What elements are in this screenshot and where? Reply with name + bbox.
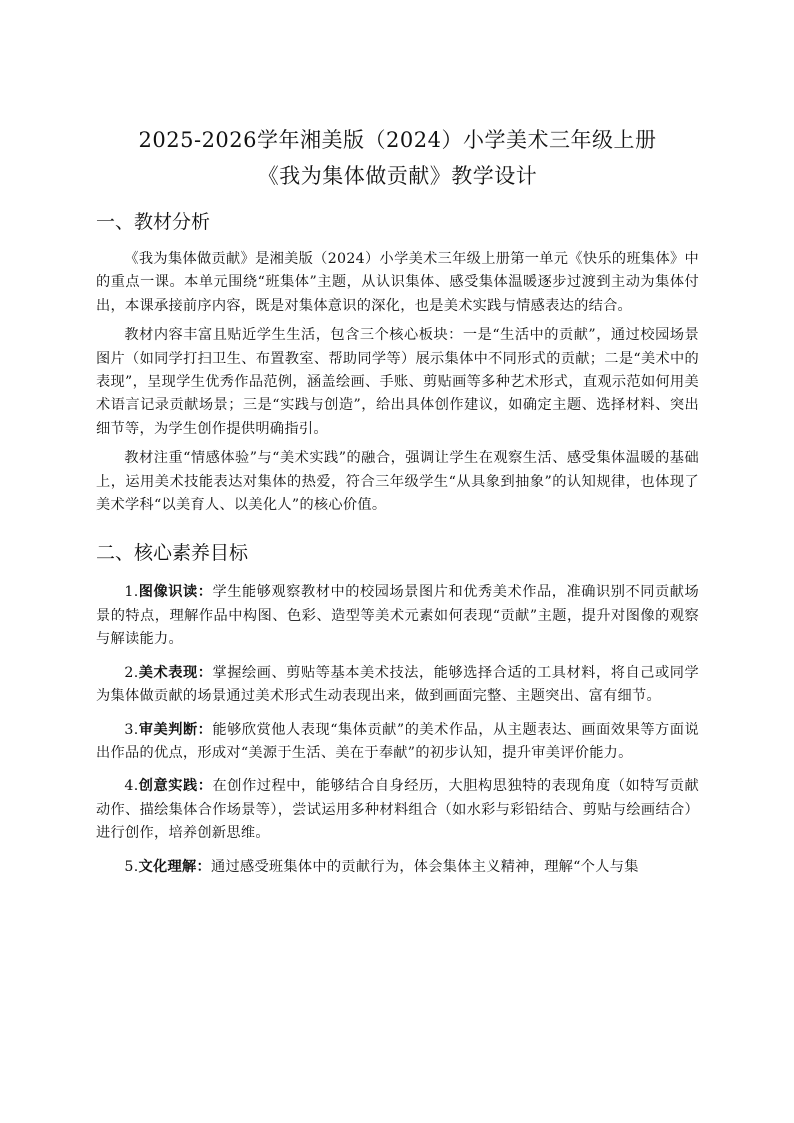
paragraph: 教材内容丰富且贴近学生生活，包含三个核心板块：一是“生活中的贡献”，通过校园场景图片（如同学打扫卫生、布置教室、帮助同学等）展示集体中不同形式的贡献；二是“美术中的表现”，呈现学生优秀作品范例，涵盖绘画、手账、剪贴画等多种艺术形式，直观示范如何用美术语言记录贡献场景；三是“实践与创造”，给出具体创作建议，如确定主题、选择材料、突出细节等，为学生创作提供明确指引。 [96,327,699,437]
goal-text: 能够欣赏他人表现“集体贡献”的美术作品，从主题表达、画面效果等方面说出作品的优点，形成对“美源于生活、美在于奉献”的初步认知，提升审美评价能力。 [96,721,699,761]
document-title-line-2: 《我为集体做贡献》教学设计 [257,164,538,188]
document-title-line-1: 2025-2026学年湘美版（2024）小学美术三年级上册 [138,128,657,152]
goal-number: 4. [124,778,139,795]
goal-text: 通过感受班集体中的贡献行为，体会集体主义精神，理解“个人与集 [210,858,639,875]
paragraph: 《我为集体做贡献》是湘美版（2024）小学美术三年级上册第一单元《快乐的班集体》中的重点一课。本单元围绕“班集体”主题，从认识集体、感受集体温暖逐步过渡到主动为集体付出，本课承接前序内容，既是对集体意识的深化，也是美术实践与情感表达的结合。 [96,251,699,314]
section-core-literacy-goals [96,581,699,878]
goal-term: 图像识读： [138,584,213,601]
paragraph: 教材注重“情感体验”与“美术实践”的融合，强调让学生在观察生活、感受集体温暖的基础上，运用美术技能表达对集体的热爱，符合三年级学生“从具象到抽象”的认知规律，也体现了美术学科“以美育人、以美化人”的核心价值。 [96,450,699,514]
goal-number: 2. [124,664,139,681]
goal-text: 学生能够观察教材中的校园场景图片和优秀美术作品，准确识别不同贡献场景的特点，理解作品中构图、色彩、造型等美术元素如何表现“贡献”主题，提升对图像的观察与解读能力。 [96,584,699,648]
goal-term: 文化理解： [138,858,211,875]
goal-number: 1. [124,584,139,601]
section-textbook-analysis [96,248,699,517]
goal-item [96,662,699,709]
goal-text: 掌握绘画、剪贴等基本美术技法，能够选择合适的工具材料，将自己或同学为集体做贡献的场景通过美术形式生动表现出来，做到画面完整、主题突出、富有细节。 [96,664,699,705]
goal-number: 3. [124,721,139,738]
section-heading-core-literacy-goals: 二、核心素养目标 [96,542,249,565]
goal-term: 美术表现： [138,664,213,681]
goal-item [96,719,699,766]
goal-term: 审美判断： [138,721,213,738]
goal-item [96,581,699,651]
goal-item [96,775,699,845]
goal-text: 在创作过程中，能够结合自身经历，大胆构思独特的表现角度（如特写贡献动作、描绘集体合作场景等），尝试运用多种材料组合（如水彩与彩铅结合、剪贴与绘画结合）进行创作，培养创新思维。 [96,778,699,842]
section-heading-textbook-analysis: 一、教材分析 [96,211,211,233]
goal-item [96,856,699,879]
goal-term: 创意实践： [138,778,213,795]
goal-number: 5. [124,858,139,875]
